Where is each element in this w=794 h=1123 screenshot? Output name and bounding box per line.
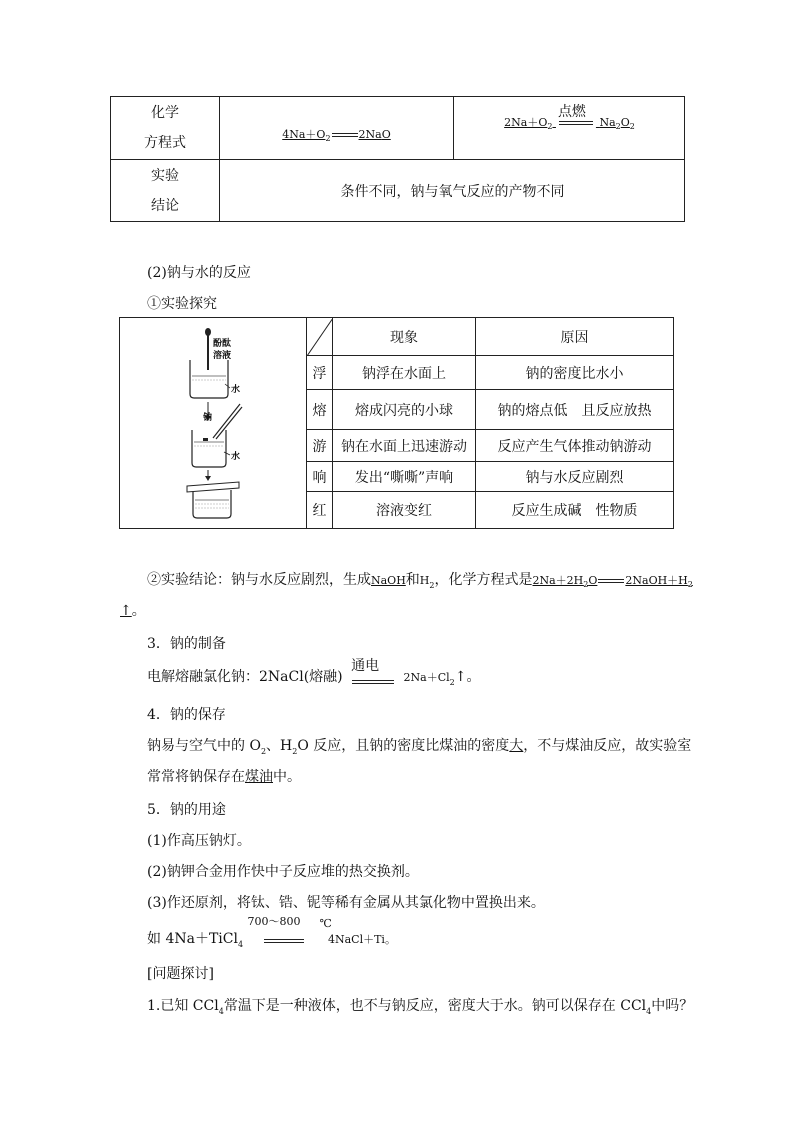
table-row bbox=[307, 356, 673, 390]
equation-room-temp bbox=[220, 97, 454, 159]
row-key: 游 bbox=[307, 430, 333, 461]
label-line: 化学 bbox=[151, 105, 179, 121]
row-reason: 反应产生气体推动钠游动 bbox=[497, 438, 652, 455]
row-phenomenon: 钠在水面上迅速游动 bbox=[333, 430, 476, 461]
problem-title: [问题探讨] bbox=[147, 966, 214, 982]
label-solution: 溶液 bbox=[213, 351, 232, 361]
row-reason: 钠与水反应剧烈 bbox=[525, 469, 624, 486]
row-reason: 钠的密度比水小 bbox=[525, 365, 624, 382]
row-phenomenon: 钠浮在水面上 bbox=[333, 356, 476, 389]
storage-line-2: 常常将钠保存在煤油中。 bbox=[147, 769, 301, 785]
equation-ignite bbox=[454, 97, 685, 159]
question-1: 1.已知 CCl$_4$常温下是一种液体，也不与钠反应，密度大于水。钠可以保存在 CCl$_4$中吗？ bbox=[147, 998, 694, 1016]
row-phenomenon: 溶液变红 bbox=[333, 492, 476, 528]
section-title: (2)钠与水的反应 bbox=[147, 265, 251, 281]
diagonal-line-icon bbox=[307, 318, 332, 356]
label-sodium: 钠 bbox=[203, 413, 213, 423]
conclusion-text: 条件不同，钠与氧气反应的产物不同 bbox=[340, 184, 565, 200]
header-row bbox=[307, 318, 673, 356]
label-line: 结论 bbox=[151, 198, 179, 214]
experiment-table bbox=[119, 317, 674, 529]
diagonal-header bbox=[307, 318, 333, 355]
section-title: 5．钠的用途 bbox=[147, 802, 226, 818]
storage-line-1: 钠易与空气中的 $O_2$、$H_2O$ 反应，且钠的密度比煤油的密度大，不与煤油反应，故实验室 bbox=[147, 738, 692, 756]
titanium-equation: 如 4Na＋TiCl$_4$ 700～800 ℃ 4NaCl＋Ti。 bbox=[147, 915, 396, 949]
equation-na2o: $4Na+O_2$ 2NaO bbox=[282, 128, 391, 144]
row-phenomenon: 熔成闪亮的小球 bbox=[333, 390, 476, 429]
subsection-title: ①实验探究 bbox=[147, 296, 217, 312]
observation-grid bbox=[307, 318, 673, 528]
label-water-1: 水 bbox=[231, 385, 241, 395]
label-water-2: 水 bbox=[231, 452, 241, 462]
equation-na2o2: $2Na+O_2$ 点燃 $Na_2O_2$ bbox=[504, 114, 635, 131]
use-item: (1)作高压钠灯。 bbox=[147, 833, 251, 849]
row-label-equation bbox=[111, 97, 220, 159]
header-reason: 原因 bbox=[560, 329, 589, 346]
condition-temperature: 700～800 bbox=[247, 915, 301, 928]
electrolysis-line: 电解熔融氯化钠：2NaCl(熔融) 通电 $2Na+Cl_2↑$。 bbox=[147, 666, 480, 687]
row-key: 浮 bbox=[307, 356, 333, 389]
row-reason: 钠的熔点低 且反应放热 bbox=[497, 402, 652, 419]
equation-row bbox=[111, 97, 684, 160]
label-line: 方程式 bbox=[144, 135, 186, 151]
properties-table bbox=[110, 96, 685, 222]
condition-electrolysis: 通电 bbox=[351, 658, 380, 674]
experiment-conclusion: ②实验结论：钠与水反应剧烈，生成NaOH和$H_2$，化学方程式是$2Na+2H_2O$ $2NaOH+H_2$ bbox=[147, 572, 693, 590]
section-title: 3．钠的制备 bbox=[147, 636, 226, 652]
header-phenomenon: 现象 bbox=[333, 318, 476, 355]
label-phenol: 酚酞 bbox=[213, 339, 232, 349]
row-key: 红 bbox=[307, 492, 333, 528]
table-row bbox=[307, 430, 673, 462]
row-label-conclusion bbox=[111, 160, 220, 222]
section-title: 4．钠的保存 bbox=[147, 707, 226, 723]
row-key: 熔 bbox=[307, 390, 333, 429]
table-row bbox=[307, 390, 673, 430]
row-reason: 反应生成碱 性物质 bbox=[511, 503, 638, 519]
conclusion-wrap: ↑。 bbox=[120, 603, 146, 619]
conclusion-row bbox=[111, 160, 684, 222]
use-item: (2)钠钾合金用作快中子反应堆的热交换剂。 bbox=[147, 864, 419, 880]
row-key: 响 bbox=[307, 462, 333, 491]
row-phenomenon: 发出“嘶嘶”声响 bbox=[333, 462, 476, 491]
table-row bbox=[307, 492, 673, 528]
label-line: 实验 bbox=[151, 168, 179, 184]
apparatus-illustration bbox=[120, 318, 307, 528]
use-item: (3)作还原剂，将钛、锆、铌等稀有金属从其氯化物中置换出来。 bbox=[147, 895, 545, 911]
condition-ignite: 点燃 bbox=[557, 104, 586, 121]
table-row bbox=[307, 462, 673, 492]
